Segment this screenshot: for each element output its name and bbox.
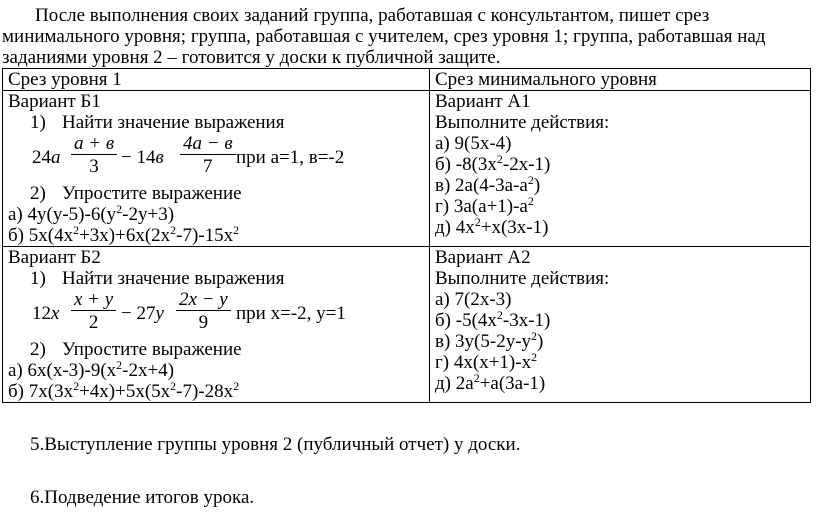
task-number: 1) [30,112,46,133]
variant-b1-cell [3,91,430,247]
step-6: 6.Подведение итогов урока. [30,487,255,508]
task2-line [8,183,429,204]
expr-condition: при х=-2, у=1 [236,303,346,324]
task-label: Упростите выражение [62,183,242,204]
expr-coef1: 12x [32,303,60,324]
variant-a1-title: Вариант А1 [435,91,531,112]
item-c: в) $3у(5-2у-у^2)$ [435,329,544,352]
variant-b1-title: Вариант Б1 [8,91,101,112]
variant-b2-title: Вариант Б2 [8,247,101,268]
item-b: б) $-8(3х^2-2х-1)$ [435,152,551,175]
variant-a1-cell [430,91,811,247]
lesson-steps [0,434,520,508]
instruction: Выполните действия: [435,268,610,289]
item-a: а) $4у(у-5)-6(у^2-2у+3)$ [8,202,175,225]
item-e: д) $4х^2+х(3х-1)$ [435,215,549,238]
task-label: Упростите выражение [62,339,242,360]
assignments-table [2,68,811,403]
expr-minus-term: − 14в [121,147,164,168]
header-level1: Срез уровня 1 [3,69,430,91]
item-a: а) 7(2х-3) [435,289,512,310]
task-label: Найти значение выражения [62,268,285,289]
fraction-2: $\frac{2x - y}{9}$ [176,289,231,334]
item-b: б) $-5(4х^2-3х-1)$ [435,308,551,331]
fraction-1: a + в 3 [71,133,117,178]
task-label: Найти значение выражения [62,112,285,133]
expr-coef1: 24a [32,147,61,168]
item-b: б) $5х(4х^2+3х)+6х(2х^2-7)-15х^2$ [8,223,240,246]
task2-line [8,339,429,360]
step-5: 5.Выступление группы уровня 2 (публичный отчет) у доски. [30,434,521,455]
variant-a2-title: Вариант А2 [435,247,531,268]
fraction-2: 4a − в 7 [180,133,236,178]
intro-text [2,5,812,68]
expr-condition: при а=1, в=-2 [236,147,345,168]
table-row [3,247,811,403]
expression-b1 [8,133,429,183]
item-c: в) $2а(4-3а-а^2)$ [435,173,541,196]
variant-a2-cell [430,247,811,403]
expr-minus-term: − 27y [121,303,164,324]
item-a: а) $6х(х-3)-9(х^2-2х+4)$ [8,358,175,381]
table-row [3,91,811,247]
header-minimal: Срез минимального уровня [430,69,811,91]
fraction-1: $\frac{x + y}{2}$ [71,289,116,334]
variant-b2-cell [3,247,430,403]
item-d: г) $3а(а+1)-а^2$ [435,194,534,217]
task-number: 2) [30,183,46,204]
item-a: а) 9(5х-4) [435,133,512,154]
instruction: Выполните действия: [435,112,610,133]
task1-line [8,268,429,289]
item-e: д) $2а^2+а(3а-1)$ [435,371,546,394]
table-header-row [3,69,811,91]
expression-b2 [8,289,429,339]
task-number: 2) [30,339,46,360]
intro-paragraph: После выполнения своих заданий группа, работавшая с консультантом, пишет срез минимального уровня; группа, работавшая с учителем, срез уровня 1; группа, работавшая над заданиями уровня 2 – готовится у доски к публичной защите. [2,5,766,68]
task1-line [8,112,429,133]
item-b: б) $7х(3х^2+4х)+5х(5х^2-7)-28х^2$ [8,379,240,402]
item-d: г) $4х(х+1)-х^2$ [435,350,538,373]
task-number: 1) [30,268,46,289]
